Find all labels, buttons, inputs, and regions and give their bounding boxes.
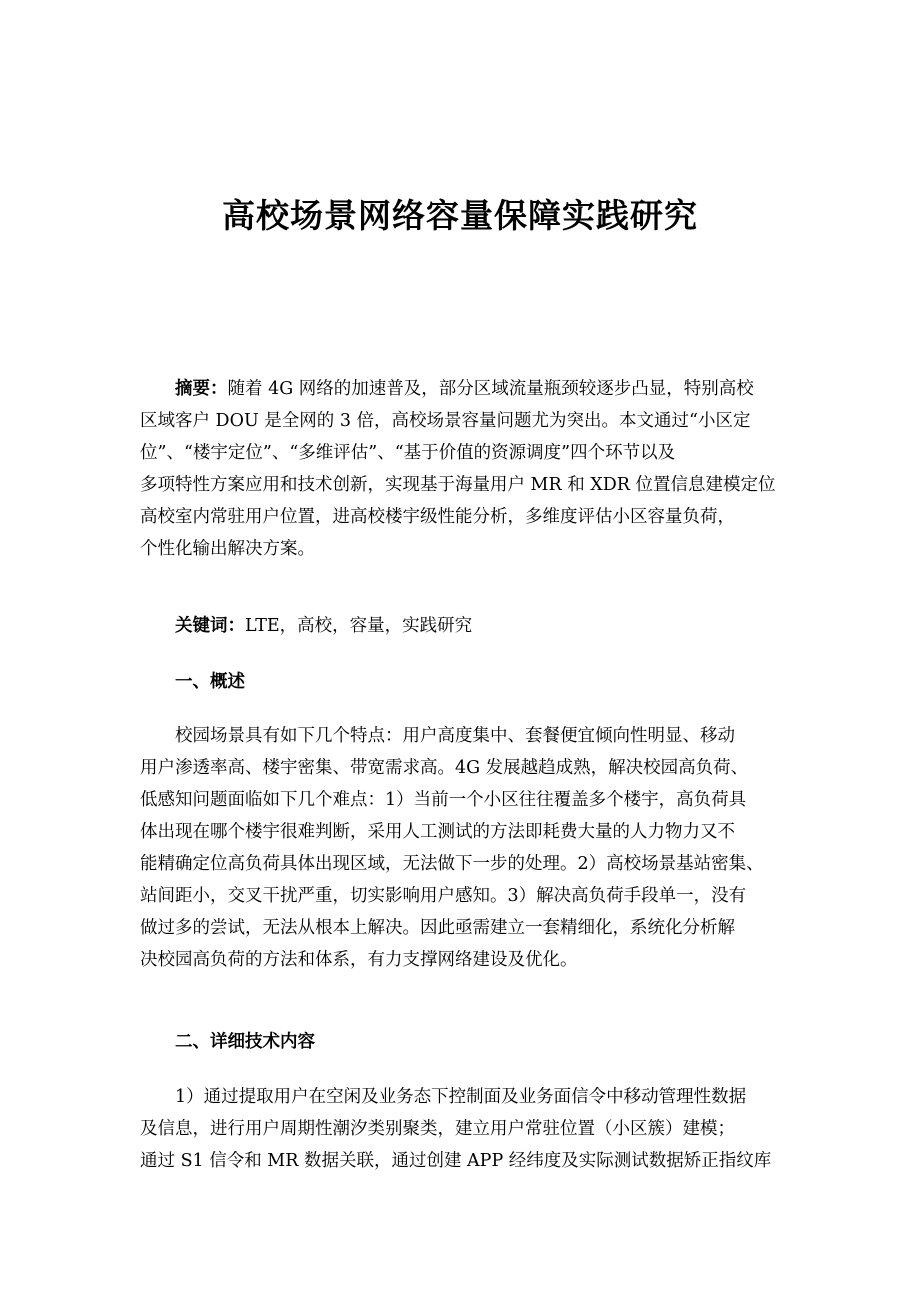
technical-paragraph (140, 1081, 802, 1177)
section-heading-technical-details: 二、详细技术内容 (175, 1032, 315, 1052)
technical-line: 及信息，进行用户周期性潮汐类别聚类，建立用户常驻位置（小区簇）建模； (140, 1119, 735, 1139)
section-heading-overview: 一、概述 (175, 672, 245, 692)
keywords-paragraph (140, 610, 802, 642)
document-title: 高校场景网络容量保障实践研究 (222, 196, 698, 235)
overview-line: 决校园高负荷的方法和体系，有力支撑网络建设及优化。 (140, 950, 578, 970)
abstract-label: 摘要： (175, 379, 228, 399)
keywords-text: LTE，高校，容量，实践研究 (245, 616, 473, 636)
technical-line: 1）通过提取用户在空闲及业务态下控制面及业务面信令中移动管理性数据 (175, 1087, 747, 1107)
overview-line: 站间距小，交叉干扰严重，切实影响用户感知。3）解决高负荷手段单一，没有 (140, 886, 747, 906)
overview-line: 校园场景具有如下几个特点：用户高度集中、套餐便宜倾向性明显、移动 (175, 726, 735, 746)
abstract-text: 随着 4G 网络的加速普及，部分区域流量瓶颈较逐步凸显，特别高校 (227, 379, 754, 399)
abstract-line: 个性化输出解决方案。 (140, 539, 315, 559)
abstract-line: 位”、“楼宇定位”、“多维评估”、“基于价值的资源调度”四个环节以及 (140, 443, 676, 463)
keywords-label: 关键词： (175, 616, 245, 636)
overview-line: 做过多的尝试，无法从根本上解决。因此亟需建立一套精细化，系统化分析解 (140, 918, 735, 938)
technical-line: 通过 S1 信令和 MR 数据关联，通过创建 APP 经纬度及实际测试数据矫正指纹库 (140, 1151, 772, 1171)
abstract-line (140, 373, 802, 405)
abstract-line: 区域客户 DOU 是全网的 3 倍，高校场景容量问题尤为突出。本文通过“小区定 (140, 411, 751, 431)
overview-line: 用户渗透率高、楼宇密集、带宽需求高。4G 发展越趋成熟，解决校园高负荷、 (140, 758, 749, 778)
keywords-line (140, 610, 802, 642)
abstract-paragraph (140, 373, 802, 565)
abstract-line: 高校室内常驻用户位置，进高校楼宇级性能分析，多维度评估小区容量负荷， (140, 507, 735, 527)
abstract-line: 多项特性方案应用和技术创新，实现基于海量用户 MR 和 XDR 位置信息建模定位 (140, 475, 776, 495)
overview-line: 体出现在哪个楼宇很难判断，采用人工测试的方法即耗费大量的人力物力又不 (140, 822, 735, 842)
overview-line: 能精确定位高负荷具体出现区域，无法做下一步的处理。2）高校场景基站密集、 (140, 854, 764, 874)
overview-paragraph (140, 720, 802, 976)
overview-line: 低感知问题面临如下几个难点：1）当前一个小区往往覆盖多个楼宇，高负荷具 (140, 790, 747, 810)
